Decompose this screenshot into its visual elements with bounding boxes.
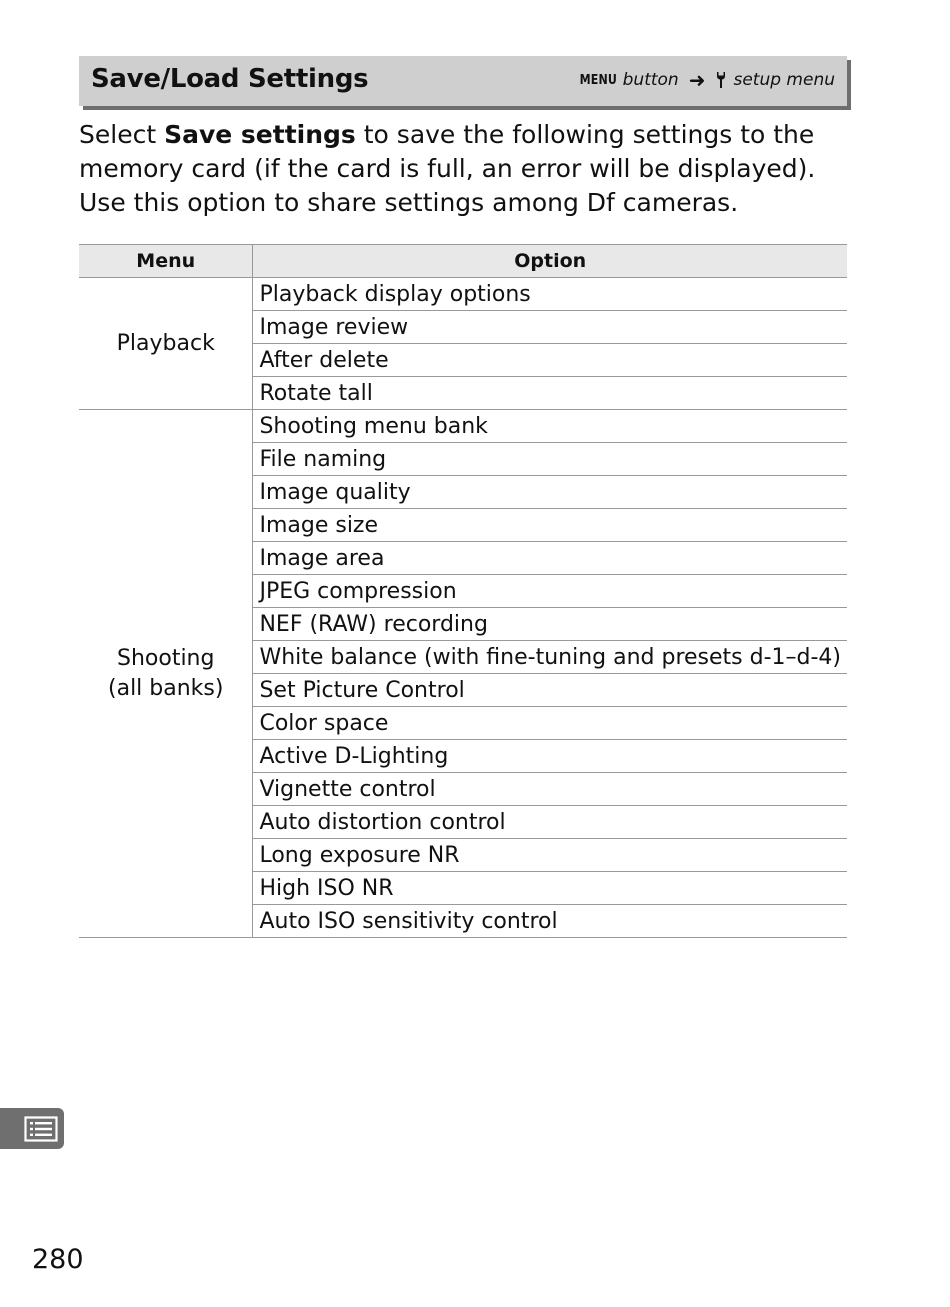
setup-menu-text: setup menu [733, 70, 835, 90]
menu-group-cell [79, 278, 253, 410]
menu-list-icon [24, 1116, 58, 1142]
settings-table [79, 244, 847, 938]
option-cell: Image review [253, 311, 847, 344]
intro-bold: Save settings [164, 120, 356, 149]
option-cell: Image size [253, 509, 847, 542]
section-header [79, 56, 847, 106]
option-cell: Auto ISO sensitivity control [253, 905, 847, 938]
option-cell: White balance (with fine-tuning and presets d-1–d-4) [253, 641, 847, 674]
arrow-right-icon: ➜ [688, 68, 706, 92]
option-cell: Vignette control [253, 773, 847, 806]
option-cell: Set Picture Control [253, 674, 847, 707]
page-number: 280 [32, 1244, 84, 1275]
option-cell: Playback display options [253, 278, 847, 311]
option-cell: NEF (RAW) recording [253, 608, 847, 641]
table-header-row [79, 245, 847, 278]
wrench-icon [715, 71, 727, 89]
intro-text-2: to save the following settings to the memory card (if the card is full, an error will be displayed). Use this option to share settings among Df cameras. [79, 120, 816, 217]
option-column-header: Option [253, 245, 847, 278]
intro-text-1: Select [79, 120, 165, 149]
option-cell: Long exposure NR [253, 839, 847, 872]
option-cell: Shooting menu bank [253, 410, 847, 443]
menu-column-header: Menu [79, 245, 253, 278]
option-cell: Image area [253, 542, 847, 575]
page-title: Save/Load Settings [91, 64, 369, 94]
table-row [79, 410, 847, 443]
option-cell: Auto distortion control [253, 806, 847, 839]
option-cell: JPEG compression [253, 575, 847, 608]
intro-paragraph [79, 118, 869, 220]
option-cell: Image quality [253, 476, 847, 509]
menu-group-cell [79, 410, 253, 938]
option-cell: File naming [253, 443, 847, 476]
table-row [79, 278, 847, 311]
option-cell: Active D-Lighting [253, 740, 847, 773]
option-cell: High ISO NR [253, 872, 847, 905]
option-cell: Rotate tall [253, 377, 847, 410]
breadcrumb [573, 70, 835, 90]
menu-group-label: (all banks) [108, 675, 224, 701]
menu-group-label: Playback [116, 330, 215, 356]
section-tab [0, 1108, 64, 1149]
menu-group-label: Shooting [116, 645, 215, 671]
table-body [79, 278, 847, 938]
option-cell: Color space [253, 707, 847, 740]
option-cell: After delete [253, 344, 847, 377]
menu-button-label: MENU [579, 72, 617, 88]
button-text: button [622, 70, 679, 90]
